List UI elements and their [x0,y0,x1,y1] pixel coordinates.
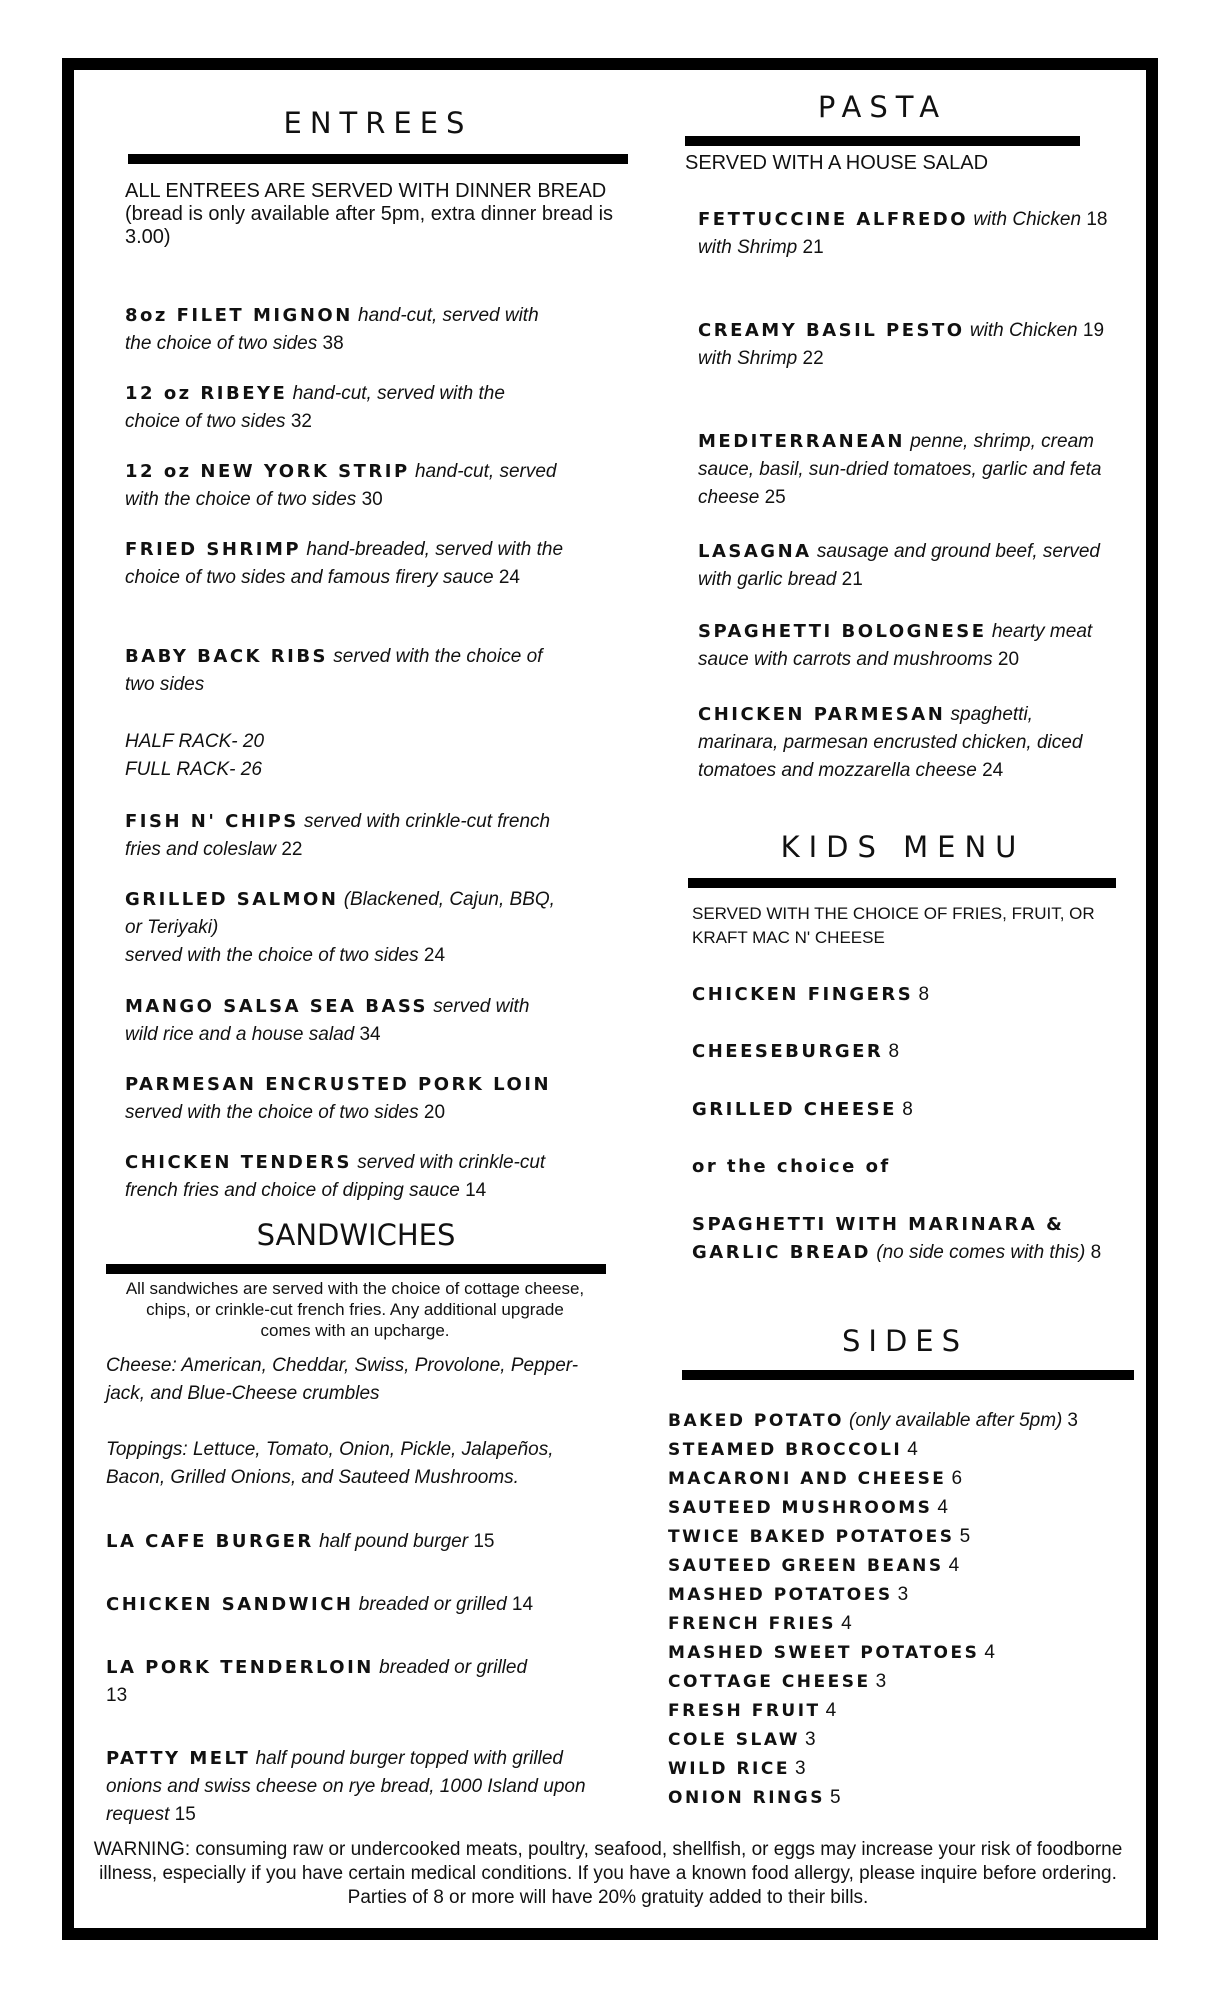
sides-list [668,1406,1078,1812]
item-name: PATTY MELT [106,1748,251,1769]
item-price: 15 [473,1531,495,1552]
item-name: MEDITERRANEAN [698,431,905,452]
sandwiches-title: SANDWICHES [256,1218,456,1252]
item-price: 24 [982,760,1004,781]
item-desc: half pound burger topped with grilled onions and swiss cheese on rye bread, 1000 Island upon request [106,1748,586,1825]
side-item [668,1638,1078,1667]
item-price: 32 [290,411,312,432]
item-price: 19 [1082,320,1105,341]
item-price: 5 [959,1526,971,1547]
item-price-2: 21 [802,237,824,258]
item-price: 30 [361,489,383,510]
pasta-note: SERVED WITH A HOUSE SALAD [685,152,989,174]
item-name: SPAGHETTI WITH MARINARA & GARLIC BREAD [692,1214,1065,1263]
item-price: 6 [951,1468,963,1489]
item-price: 3 [794,1758,806,1779]
item-price: 4 [948,1555,960,1576]
menu-item [698,317,1108,373]
item-desc: (Blackened, Cajun, BBQ, or Teriyaki) [125,889,555,938]
item-desc: with Chicken [973,209,1082,230]
item-name: CHEESEBURGER [692,1041,884,1062]
item-price: 4 [937,1497,948,1518]
item-name: COLE SLAW [668,1730,801,1750]
item-name: SAUTEED GREEN BEANS [668,1556,944,1576]
item-name: CHICKEN SANDWICH [106,1594,354,1615]
item-name: PARMESAN ENCRUSTED PORK LOIN [125,1074,552,1095]
item-desc: hand-cut, served with the choice of two sides [125,305,539,354]
ribs-half-rack: HALF RACK- 20 [125,731,265,752]
item-price: 22 [281,839,303,860]
item-name: COTTAGE CHEESE [668,1672,871,1692]
item-price: 20 [997,649,1020,670]
side-item [668,1406,1078,1435]
sides-divider [682,1370,1134,1380]
item-name: FETTUCCINE ALFREDO [698,209,969,230]
item-name: LA PORK TENDERLOIN [106,1657,374,1678]
item-name: 8oz FILET MIGNON [125,305,353,326]
kids-divider [688,878,1116,888]
item-name: 12 oz NEW YORK STRIP [125,461,410,482]
item-price: 8 [902,1099,913,1120]
side-item [668,1551,1078,1580]
menu-item [692,1038,1112,1066]
menu-item [125,536,575,592]
item-price: 8 [1090,1242,1102,1263]
item-price: 14 [511,1594,534,1615]
side-item [668,1464,1078,1493]
entrees-title: ENTREES [283,106,473,140]
item-name: CHICKEN FINGERS [692,984,914,1005]
item-price: 21 [841,569,863,590]
item-desc: sausage and ground beef, served with garlic bread [698,541,1100,590]
ribs-full-rack: FULL RACK- 26 [125,759,262,780]
side-item [668,1493,1078,1522]
pasta-title: PASTA [817,90,948,124]
item-desc: (only available after 5pm) [849,1410,1063,1431]
item-name: BABY BACK RIBS [125,646,329,667]
item-desc: with Chicken [969,320,1078,341]
menu-item [106,1528,606,1556]
item-name: LASAGNA [698,541,812,562]
or-choice-label: or the choice of [692,1156,891,1177]
side-item [668,1435,1078,1464]
side-item [668,1754,1078,1783]
item-name: CHICKEN PARMESAN [698,704,946,725]
menu-item [125,886,565,970]
menu-item [125,1071,570,1127]
item-name: MASHED SWEET POTATOES [668,1643,980,1663]
item-price: 24 [423,945,446,966]
item-price: 3 [897,1584,909,1605]
item-price: 4 [825,1700,837,1721]
item-name: FRENCH FRIES [668,1614,837,1634]
item-desc: breaded or grilled [379,1657,528,1678]
topping-options: Toppings: Lettuce, Tomato, Onion, Pickle, Jalapeños, Bacon, Grilled Onions, and Sauteed Mushrooms. [106,1439,554,1488]
item-price: 15 [174,1804,196,1825]
item-desc: hand-cut, served with the choice of two sides [125,461,557,510]
item-desc: served with crinkle-cut french fries and coleslaw [125,811,551,860]
item-desc-2: with Shrimp [698,348,798,369]
item-name: STEAMED BROCCOLI [668,1440,903,1460]
side-item [668,1667,1078,1696]
item-desc: hand-breaded, served with the choice of two sides and famous firery sauce [125,539,564,588]
item-name: LA CAFE BURGER [106,1531,314,1552]
item-name: SPAGHETTI BOLOGNESE [698,621,987,642]
menu-item [698,538,1108,594]
menu-item [106,1745,606,1829]
item-desc-2: served with the choice of two sides [125,945,419,966]
item-name: MANGO SALSA SEA BASS [125,996,429,1017]
kids-or-choice [692,1153,1112,1181]
item-name: GRILLED SALMON [125,889,339,910]
item-desc: half pound burger [319,1531,469,1552]
item-desc: served with the choice of two sides [125,646,543,695]
menu-item [698,618,1118,674]
menu-item [125,643,545,699]
item-name: ONION RINGS [668,1788,825,1808]
item-name: 12 oz RIBEYE [125,383,288,404]
item-name: FISH N' CHIPS [125,811,299,832]
item-price: 20 [423,1102,446,1123]
item-name: FRESH FRUIT [668,1701,821,1721]
item-desc: breaded or grilled [358,1594,507,1615]
item-price: 3 [1067,1410,1078,1431]
sandwiches-note: All sandwiches are served with the choice of cottage cheese, chips, or crinkle-cut french fries. Any additional upgrade comes with an upcharge. [125,1279,585,1340]
item-price: 24 [498,567,520,588]
item-price: 3 [805,1729,816,1750]
side-item [668,1783,1078,1812]
item-price: 4 [841,1613,852,1634]
menu-item [125,458,565,514]
side-item [668,1580,1078,1609]
item-name: CREAMY BASIL PESTO [698,320,965,341]
item-name: BAKED POTATO [668,1411,845,1431]
item-price: 18 [1086,209,1108,230]
menu-item [692,1211,1122,1267]
item-price: 3 [875,1671,887,1692]
menu-item [698,428,1108,512]
item-desc: hand-cut, served with the choice of two sides [125,383,505,432]
item-price: 14 [465,1180,487,1201]
item-price: 34 [359,1024,381,1045]
sandwiches-divider [106,1264,606,1274]
menu-item [692,1096,1112,1124]
side-item [668,1696,1078,1725]
menu-item [698,206,1108,262]
item-price-2: 22 [802,348,824,369]
menu-item [125,380,565,436]
item-name: SAUTEED MUSHROOMS [668,1498,933,1518]
menu-item [125,993,565,1049]
item-desc: (no side comes with this) [876,1242,1086,1263]
item-name: TWICE BAKED POTATOES [668,1527,955,1547]
item-name: MASHED POTATOES [668,1585,893,1605]
side-item [668,1725,1078,1754]
menu-item [698,701,1118,785]
sides-title: SIDES [841,1324,969,1358]
item-desc: served with crinkle-cut french fries and choice of dipping sauce [125,1152,546,1201]
item-price: 25 [764,487,786,508]
item-desc: penne, shrimp, cream sauce, basil, sun-dried tomatoes, garlic and feta cheese [698,431,1102,508]
menu-item [125,1149,585,1205]
pasta-divider [685,136,1080,146]
item-price: 4 [907,1439,918,1460]
item-price: 38 [322,333,344,354]
item-price: 8 [918,984,930,1005]
item-name: GRILLED CHEESE [692,1099,897,1120]
item-price: 5 [829,1787,841,1808]
item-desc-2: with Shrimp [698,237,798,258]
kids-title: KIDS MENU [780,830,1026,864]
menu-item [125,302,565,358]
menu-item [125,808,555,864]
item-price: 8 [888,1041,900,1062]
entrees-note: ALL ENTREES ARE SERVED WITH DINNER BREAD (bread is only available after 5pm, extra dinner bread is 3.00) [125,180,614,248]
item-desc: served with wild rice and a house salad [125,996,530,1045]
cheese-options: Cheese: American, Cheddar, Swiss, Provolone, Pepper-jack, and Blue-Cheese crumbles [106,1355,579,1404]
item-price: 4 [984,1642,995,1663]
kids-note: SERVED WITH THE CHOICE OF FRIES, FRUIT, OR KRAFT MAC N' CHEESE [692,904,1095,947]
item-desc: spaghetti, marinara, parmesan encrusted chicken, diced tomatoes and mozzarella cheese [698,704,1083,781]
item-desc: served with the choice of two sides [125,1102,419,1123]
menu-item [106,1591,626,1619]
item-desc: hearty meat sauce with carrots and mushrooms [698,621,1093,670]
menu-item [106,1654,546,1710]
item-name: MACARONI AND CHEESE [668,1469,947,1489]
entrees-divider [128,154,628,164]
menu-item [692,981,1112,1009]
side-item [668,1609,1078,1638]
side-item [668,1522,1078,1551]
item-name: WILD RICE [668,1759,790,1779]
food-safety-warning: WARNING: consuming raw or undercooked meats, poultry, seafood, shellfish, or eggs may increase your risk of foodborne illness, especially if you have certain medical conditions. If you have a known food allergy, please inquire before ordering. Parties of 8 or more will have 20% gratuity added to their bills. [93,1839,1123,1908]
item-price: 13 [106,1685,128,1706]
item-name: CHICKEN TENDERS [125,1152,352,1173]
item-name: FRIED SHRIMP [125,539,302,560]
